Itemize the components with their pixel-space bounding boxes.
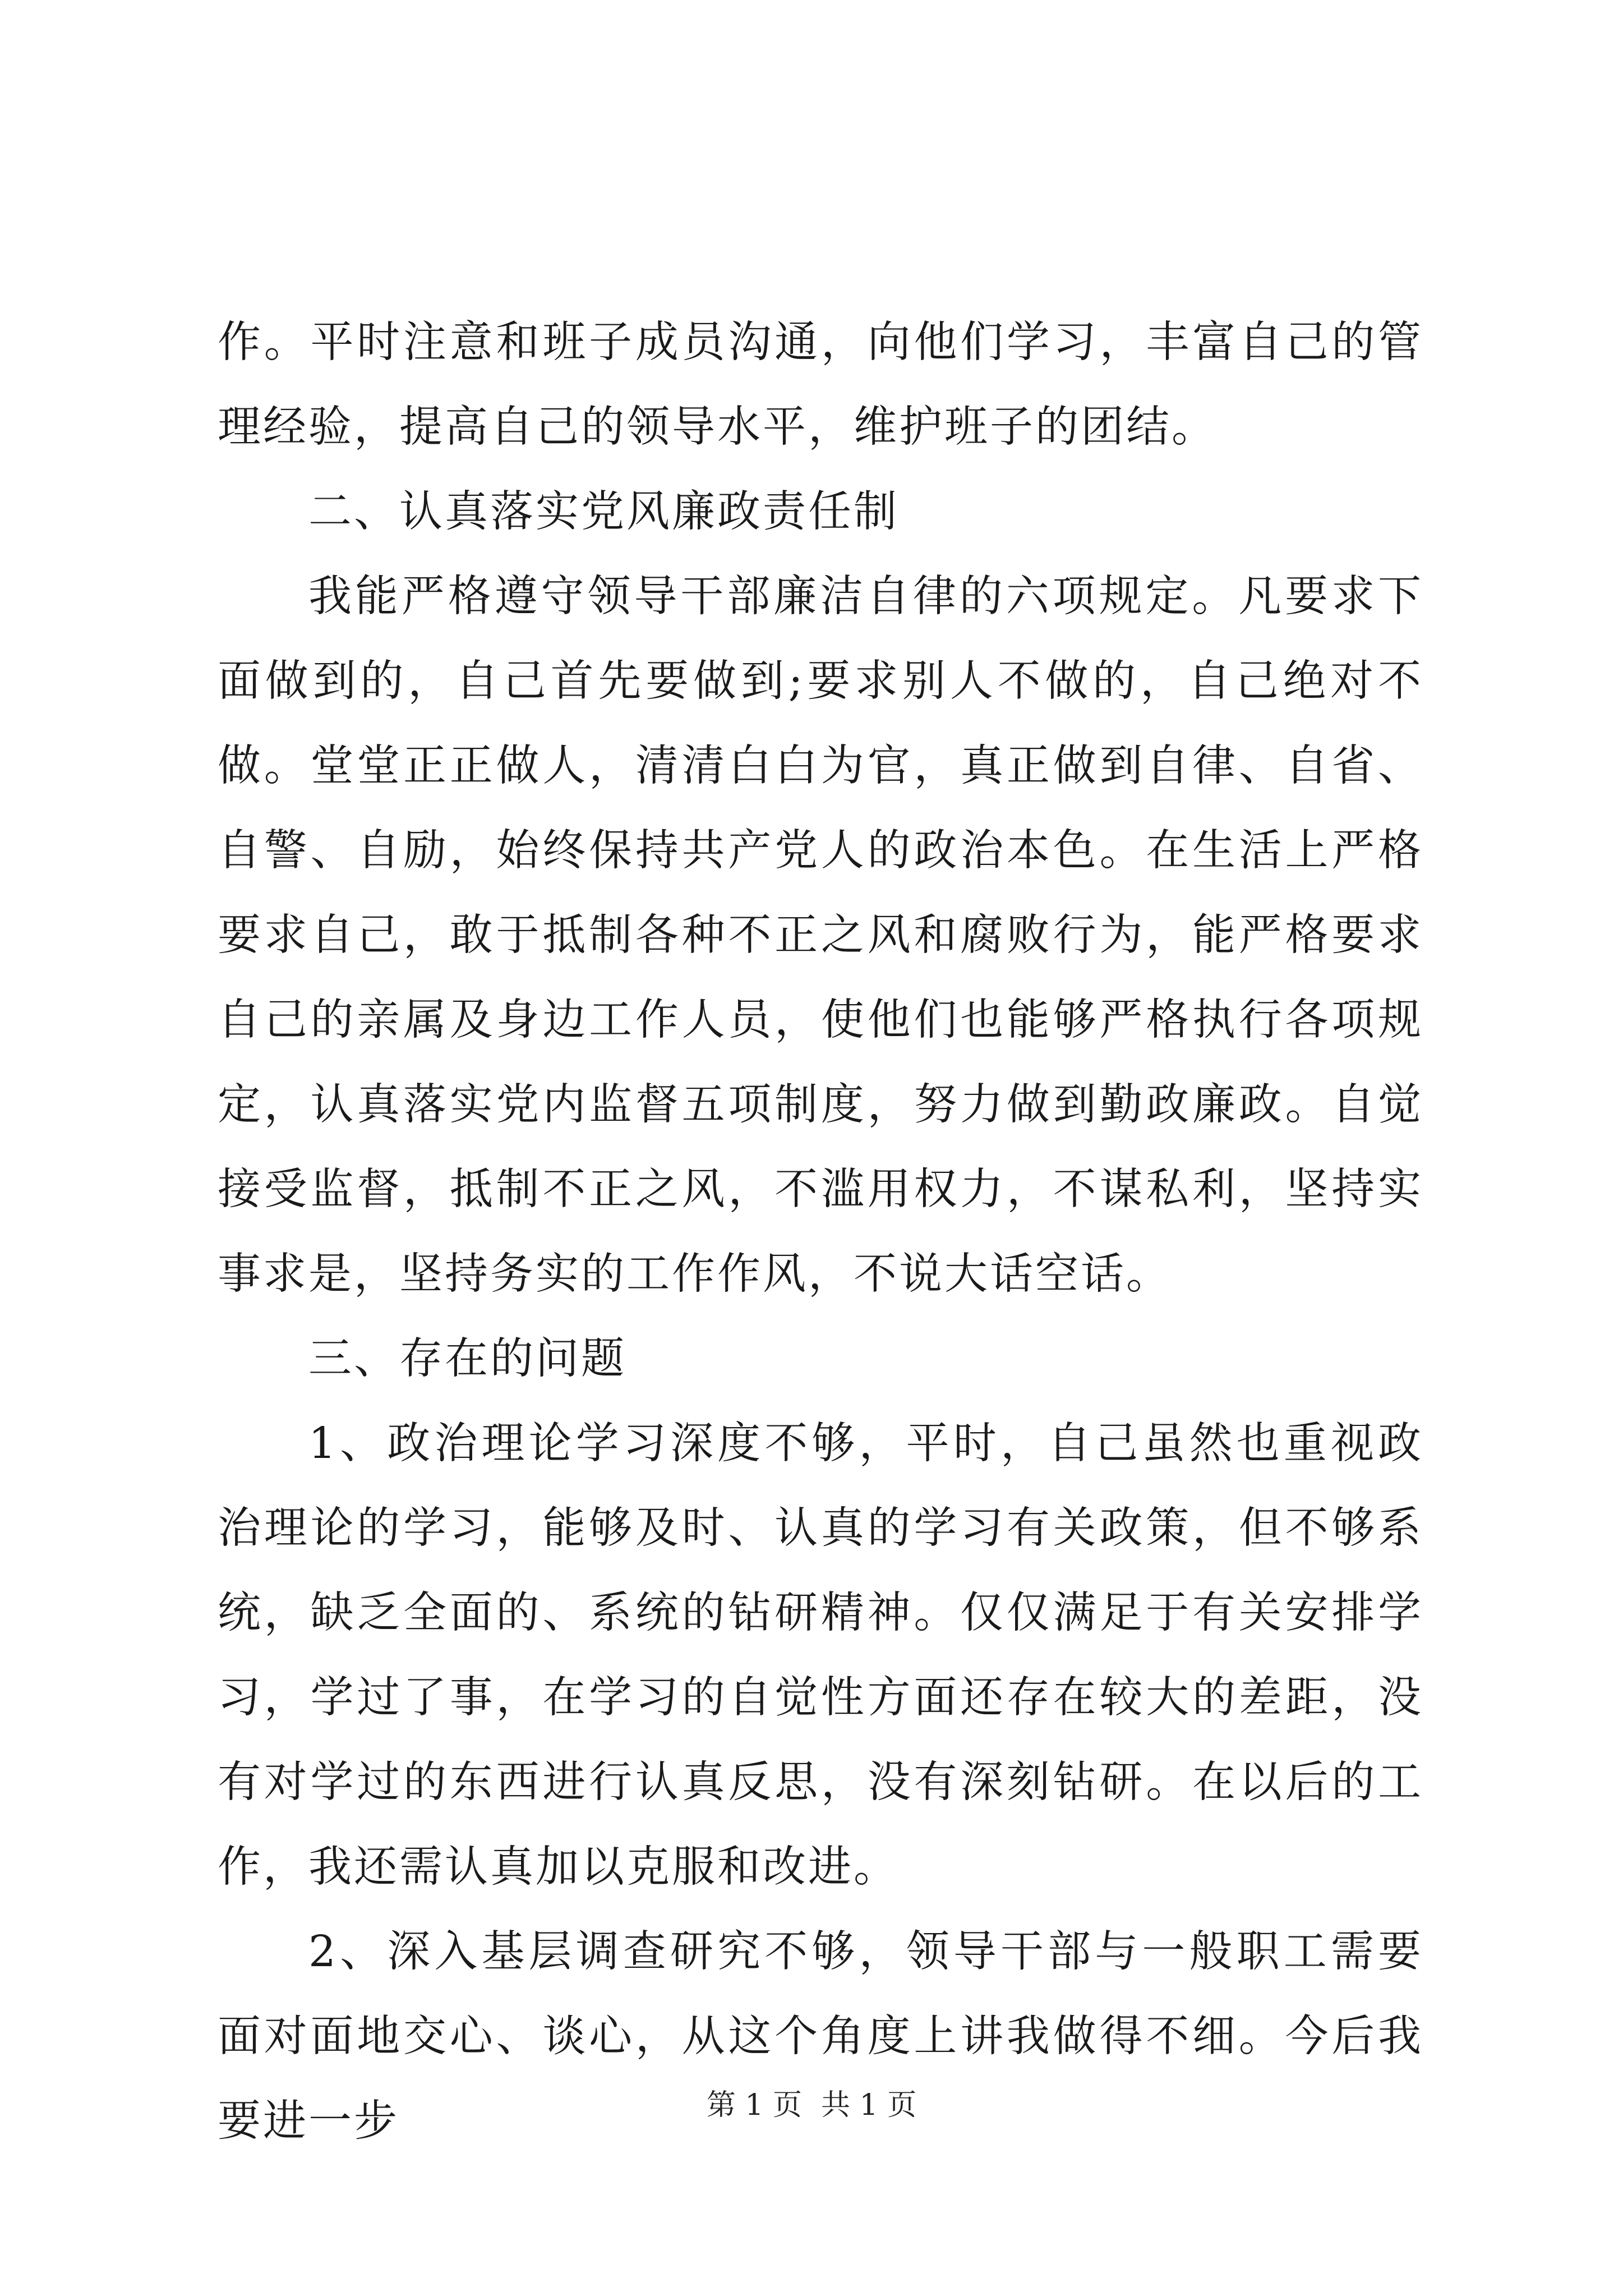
paragraph-issue-1: 1、政治理论学习深度不够，平时，自己虽然也重视政治理论的学习，能够及时、认真的学习有关政策，但不够系统，缺乏全面的、系统的钻研精神。仅仅满足于有关安排学习，学过了事，在学习的自觉性方面还存在较大的差距，没有对学过的东西进行认真反思，没有深刻钻研。在以后的工作，我还需认真加以克服和改进。 xyxy=(218,1419,1423,1892)
document-body xyxy=(218,300,1423,2164)
page-footer xyxy=(0,2081,1623,2123)
section-heading-3: 三、存在的问题 xyxy=(308,1334,626,1384)
paragraph-integrity: 我能严格遵守领导干部廉洁自律的六项规定。凡要求下面做到的，自己首先要做到;要求别人不做的，自己绝对不做。堂堂正正做人，清清白白为官，真正做到自律、自省、自警、自励，始终保持共产党人的政治本色。在生活上严格要求自己，敢于抵制各种不正之风和腐败行为，能严格要求自己的亲属及身边工作人员，使他们也能够严格执行各项规定，认真落实党内监督五项制度，努力做到勤政廉政。自觉接受监督，抵制不正之风，不滥用权力，不谋私利，坚持实事求是，坚持务实的工作作风，不说大话空话。 xyxy=(218,572,1423,1299)
paragraph-continuation: 作。平时注意和班子成员沟通，向他们学习，丰富自己的管理经验，提高自己的领导水平，维护班子的团结。 xyxy=(218,318,1423,452)
page-number-total: 共 1 页 xyxy=(821,2088,917,2122)
section-heading-2: 二、认真落实党风廉政责任制 xyxy=(308,487,899,537)
page-number-current: 第 1 页 xyxy=(706,2088,802,2122)
paragraph-issue-2: 2、深入基层调查研究不够，领导干部与一般职工需要面对面地交心、谈心，从这个角度上讲我做得不细。今后我要进一步 xyxy=(218,1927,1423,2146)
